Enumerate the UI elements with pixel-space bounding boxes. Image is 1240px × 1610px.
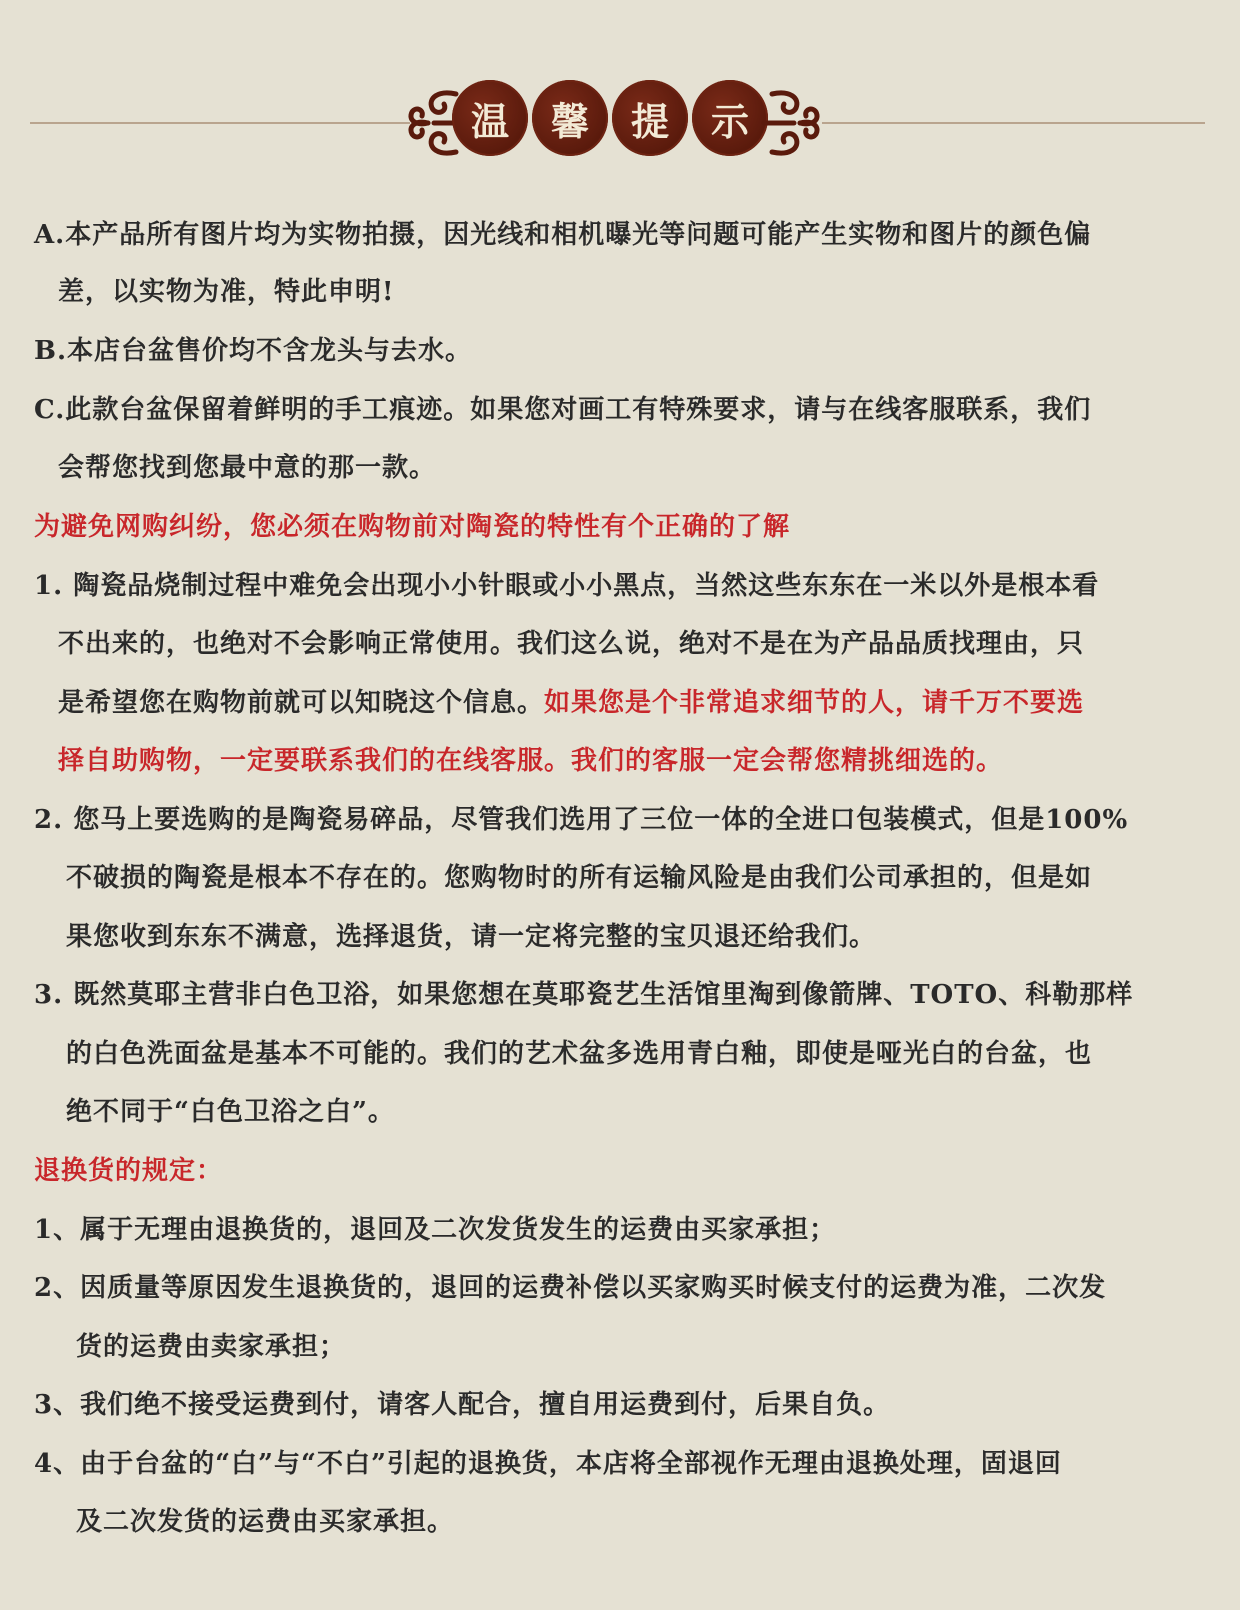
title-char: 提 xyxy=(612,80,688,156)
line-text: 货的运费由卖家承担； xyxy=(76,1332,347,1362)
notice-line xyxy=(34,1210,836,1250)
notice-line xyxy=(34,507,790,547)
notice-line xyxy=(34,331,472,371)
line-text: 4、由于台盆的“白”与“不白”引起的退换货，本店将全部视作无理由退换处理，固退回 xyxy=(34,1449,1062,1479)
left-divider-line xyxy=(30,122,410,124)
notice-line xyxy=(34,975,1133,1015)
line-text: 3、我们绝不接受运费到付，请客人配合，擅自用运费到付，后果自负。 xyxy=(34,1390,891,1420)
notice-line xyxy=(76,1327,346,1367)
notice-line xyxy=(76,1502,454,1542)
title-char: 馨 xyxy=(532,80,608,156)
highlight-text: 为避免网购纠纷，您必须在购物前对陶瓷的特性有个正确的了解 xyxy=(34,512,791,542)
notice-line xyxy=(34,390,1091,430)
title-char: 示 xyxy=(692,80,768,156)
line-text: 1、属于无理由退换货的，退回及二次发货发生的运费由买家承担； xyxy=(34,1215,837,1245)
highlight-text: 如果您是个非常追求细节的人，请千万不要选 xyxy=(544,688,1085,718)
notice-line xyxy=(34,1268,1106,1308)
line-text: C.此款台盆保留着鲜明的手工痕迹。如果您对画工有特殊要求，请与在线客服联系，我们 xyxy=(34,395,1092,425)
right-divider-line xyxy=(822,122,1205,124)
line-text: 果您收到东东不满意，选择退货，请一定将完整的宝贝退还给我们。 xyxy=(66,922,877,952)
line-text: A.本产品所有图片均为实物拍摄，因光线和相机曝光等问题可能产生实物和图片的颜色偏 xyxy=(34,220,1092,250)
highlight-text: 退换货的规定： xyxy=(34,1156,224,1186)
notice-line xyxy=(34,1151,223,1191)
notice-line xyxy=(58,741,1003,781)
notice-line xyxy=(58,683,1084,723)
notice-line xyxy=(66,917,876,957)
cloud-ornament-right-icon xyxy=(760,84,830,162)
notice-line xyxy=(66,1092,395,1132)
line-text: 是希望您在购物前就可以知晓这个信息。 xyxy=(58,688,545,718)
line-text: 不破损的陶瓷是根本不存在的。您购物时的所有运输风险是由我们公司承担的，但是如 xyxy=(66,863,1093,893)
line-text: 2. 您马上要选购的是陶瓷易碎品，尽管我们选用了三位一体的全进口包装模式，但是100% xyxy=(34,805,1129,835)
notice-line xyxy=(58,448,436,488)
line-text: 1. 陶瓷品烧制过程中难免会出现小小针眼或小小黑点，当然这些东东在一米以外是根本看 xyxy=(34,571,1100,601)
line-text: 差，以实物为准，特此申明! xyxy=(58,277,395,307)
line-text: 不出来的，也绝对不会影响正常使用。我们这么说，绝对不是在为产品品质找理由，只 xyxy=(58,629,1085,659)
notice-line xyxy=(66,858,1092,898)
line-text: B.本店台盆售价均不含龙头与去水。 xyxy=(34,336,473,366)
notice-line xyxy=(34,1444,1062,1484)
line-text: 2、因质量等原因发生退换货的，退回的运费补偿以买家购买时候支付的运费为准，二次发 xyxy=(34,1273,1107,1303)
notice-line xyxy=(34,566,1099,606)
line-text: 及二次发货的运费由买家承担。 xyxy=(76,1507,455,1537)
line-text: 的白色洗面盆是基本不可能的。我们的艺术盆多选用青白釉，即使是哑光白的台盆，也 xyxy=(66,1039,1093,1069)
notice-title xyxy=(452,80,768,156)
line-text: 绝不同于“白色卫浴之白”。 xyxy=(66,1097,395,1127)
notice-line xyxy=(34,215,1091,255)
notice-header xyxy=(0,70,1240,180)
highlight-text: 择自助购物，一定要联系我们的在线客服。我们的客服一定会帮您精挑细选的。 xyxy=(58,746,1004,776)
title-char: 温 xyxy=(452,80,528,156)
notice-line xyxy=(34,1385,890,1425)
line-text: 会帮您找到您最中意的那一款。 xyxy=(58,453,437,483)
notice-line xyxy=(58,624,1084,664)
notice-line xyxy=(34,800,1128,840)
notice-line xyxy=(58,272,394,312)
notice-line xyxy=(66,1034,1092,1074)
line-text: 3. 既然莫耶主营非白色卫浴，如果您想在莫耶瓷艺生活馆里淘到像箭牌、TOTO、科勒那样 xyxy=(34,980,1134,1010)
